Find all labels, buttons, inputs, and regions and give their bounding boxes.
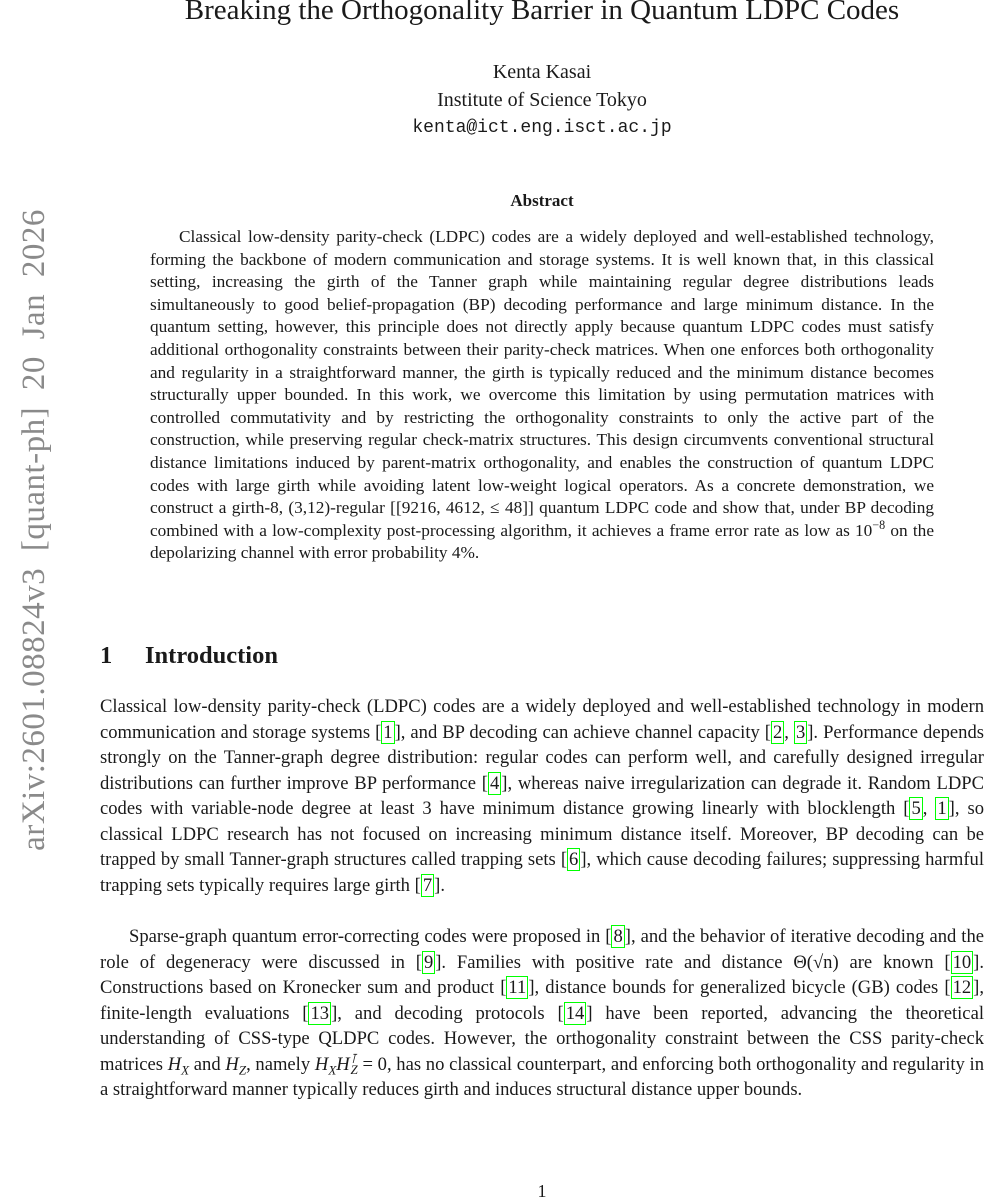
- abstract-text: [150, 226, 934, 565]
- text-run: ]. Performance depends strongly on the Tanner-graph degree distribution: regular codes can perform well, and carefully designed irregular distributions can further improve BP performance [: [100, 721, 984, 794]
- math-subscript: Z: [238, 1062, 247, 1078]
- text-run: ], and decoding protocols [: [331, 1002, 564, 1024]
- text-run: and: [189, 1053, 226, 1075]
- citation-link[interactable]: 1: [383, 721, 393, 743]
- citation-link[interactable]: 12: [952, 977, 972, 998]
- author-email: kenta@ict.eng.isct.ac.jp: [412, 118, 672, 138]
- math-subscript: X: [328, 1062, 337, 1078]
- math-hx: [167, 1053, 190, 1078]
- text-run: ].: [434, 874, 445, 896]
- text-run: = 0, has no classical counterpart, and enforcing both orthogonality and regularity in a straightforward manner typically reduces girth and induces structural distance upper bounds.: [100, 1053, 984, 1100]
- math-subscript: Z: [350, 1062, 358, 1078]
- citation-link[interactable]: 6: [569, 849, 579, 870]
- abstract-body-end: on the depolarizing channel with error probability 4%.: [150, 520, 934, 563]
- text-run: ], and the behavior of iterative decoding and the role of degeneracy were discussed in [: [100, 926, 984, 973]
- citation-link[interactable]: 5: [911, 798, 921, 819]
- text-run: ], whereas naive irregularization can degrade it. Random LDPC codes with variable-node degree at least 3 have minimum distance growing linearly with blocklength [: [100, 772, 984, 819]
- text-run: ], finite-length evaluations [: [100, 977, 984, 1024]
- abstract-heading: Abstract: [510, 191, 574, 210]
- text-run: , namely: [246, 1053, 315, 1075]
- section-number: 1: [100, 642, 113, 669]
- citation-link[interactable]: 1: [937, 798, 947, 819]
- math-hz: [225, 1053, 247, 1078]
- paper-title: Breaking the Orthogonality Barrier in Quantum LDPC Codes: [184, 0, 900, 26]
- citation-link[interactable]: 9: [423, 951, 434, 973]
- citation-link[interactable]: 7: [422, 874, 433, 896]
- citation-link[interactable]: 10: [952, 951, 972, 973]
- citation-link[interactable]: 4: [489, 772, 500, 794]
- text-run: ,: [922, 798, 936, 819]
- citation-link[interactable]: 2: [772, 721, 783, 743]
- section-heading-introduction: [100, 642, 278, 670]
- citation-link[interactable]: 14: [565, 1002, 585, 1024]
- section-title: Introduction: [145, 642, 278, 669]
- author-block: [100, 58, 984, 142]
- abstract-exponent: −8: [872, 517, 886, 532]
- text-run: ], and BP decoding can achieve channel capacity [: [394, 721, 771, 743]
- text-run: ,: [784, 721, 794, 743]
- text-run: ]. Families with positive rate and distance Θ(√n) are known [: [435, 951, 951, 973]
- page-number: 1: [537, 1181, 547, 1201]
- arxiv-identifier-stamp: arXiv:2601.08824v3 [quant-ph] 20 Jan 2026: [16, 209, 52, 851]
- text-run: Sparse-graph quantum error-correcting codes were proposed in [: [129, 926, 612, 947]
- math-subscript: X: [181, 1062, 190, 1078]
- math-symbol: H: [314, 1053, 329, 1075]
- math-orthogonality-equation: [314, 1050, 358, 1078]
- introduction-paragraph-2: [100, 924, 984, 1103]
- citation-link[interactable]: 11: [508, 977, 527, 998]
- citation-link[interactable]: 8: [613, 926, 623, 947]
- introduction-paragraph-1: [100, 694, 984, 898]
- author-affiliation: Institute of Science Tokyo: [437, 89, 647, 111]
- text-run: Classical low-density parity-check (LDPC) codes are a widely deployed and well-established technology in modern communication and storage systems [: [100, 696, 984, 743]
- text-run: ], so classical LDPC research has not focused on increasing minimum distance itself. Moreover, BP decoding can be trapped by small Tanner-graph structures called trapping sets [: [100, 798, 984, 870]
- math-superscript: ⊺: [349, 1050, 357, 1066]
- author-name: Kenta Kasai: [492, 61, 592, 83]
- citation-link[interactable]: 13: [310, 1002, 330, 1024]
- citation-link[interactable]: 3: [795, 721, 806, 743]
- text-run: ], which cause decoding failures; suppressing harmful trapping sets typically requires large girth [: [100, 849, 984, 896]
- text-run: ] have been reported, advancing the theoretical understanding of CSS-type QLDPC codes. However, the orthogonality constraint between the CSS parity-check matrices: [100, 1002, 984, 1075]
- math-symbol: H: [167, 1053, 182, 1075]
- math-symbol: H: [225, 1053, 239, 1075]
- abstract-body: Classical low-density parity-check (LDPC) codes are a widely deployed and well-established technology, forming the backbone of modern communication and storage systems. It is well known that, in this classical setting, increasing the girth of the Tanner graph while maintaining regular degree distributions leads simultaneously to good belief-propagation (BP) decoding performance and large minimum distance. In the quantum setting, however, this principle does not directly apply because quantum LDPC codes must satisfy additional orthogonality constraints between their parity-check matrices. When one enforces both orthogonality and regularity in a straightforward manner, the girth is typically reduced and the minimum distance becomes structurally upper bounded. In this work, we overcome this limitation by using permutation matrices with controlled commutativity and by restricting the orthogonality constraints to only the active part of the construction, while preserving regular check-matrix structures. This design circumvents conventional structural distance limitations induced by parent-matrix orthogonality, and enables the construction of quantum LDPC codes with large girth while avoiding latent low-weight logical operators. As a concrete demonstration, we construct a girth-8, (3,12)-regular [[9216, 4612, ≤ 48]] quantum LDPC code and show that, under BP decoding combined with a low-complexity post-processing algorithm, it achieves a frame error rate as low as 10: [150, 227, 934, 540]
- math-symbol: H: [336, 1053, 350, 1075]
- text-run: ]. Constructions based on Kronecker sum and product [: [100, 951, 984, 998]
- text-run: ], distance bounds for generalized bicycle (GB) codes [: [528, 977, 951, 998]
